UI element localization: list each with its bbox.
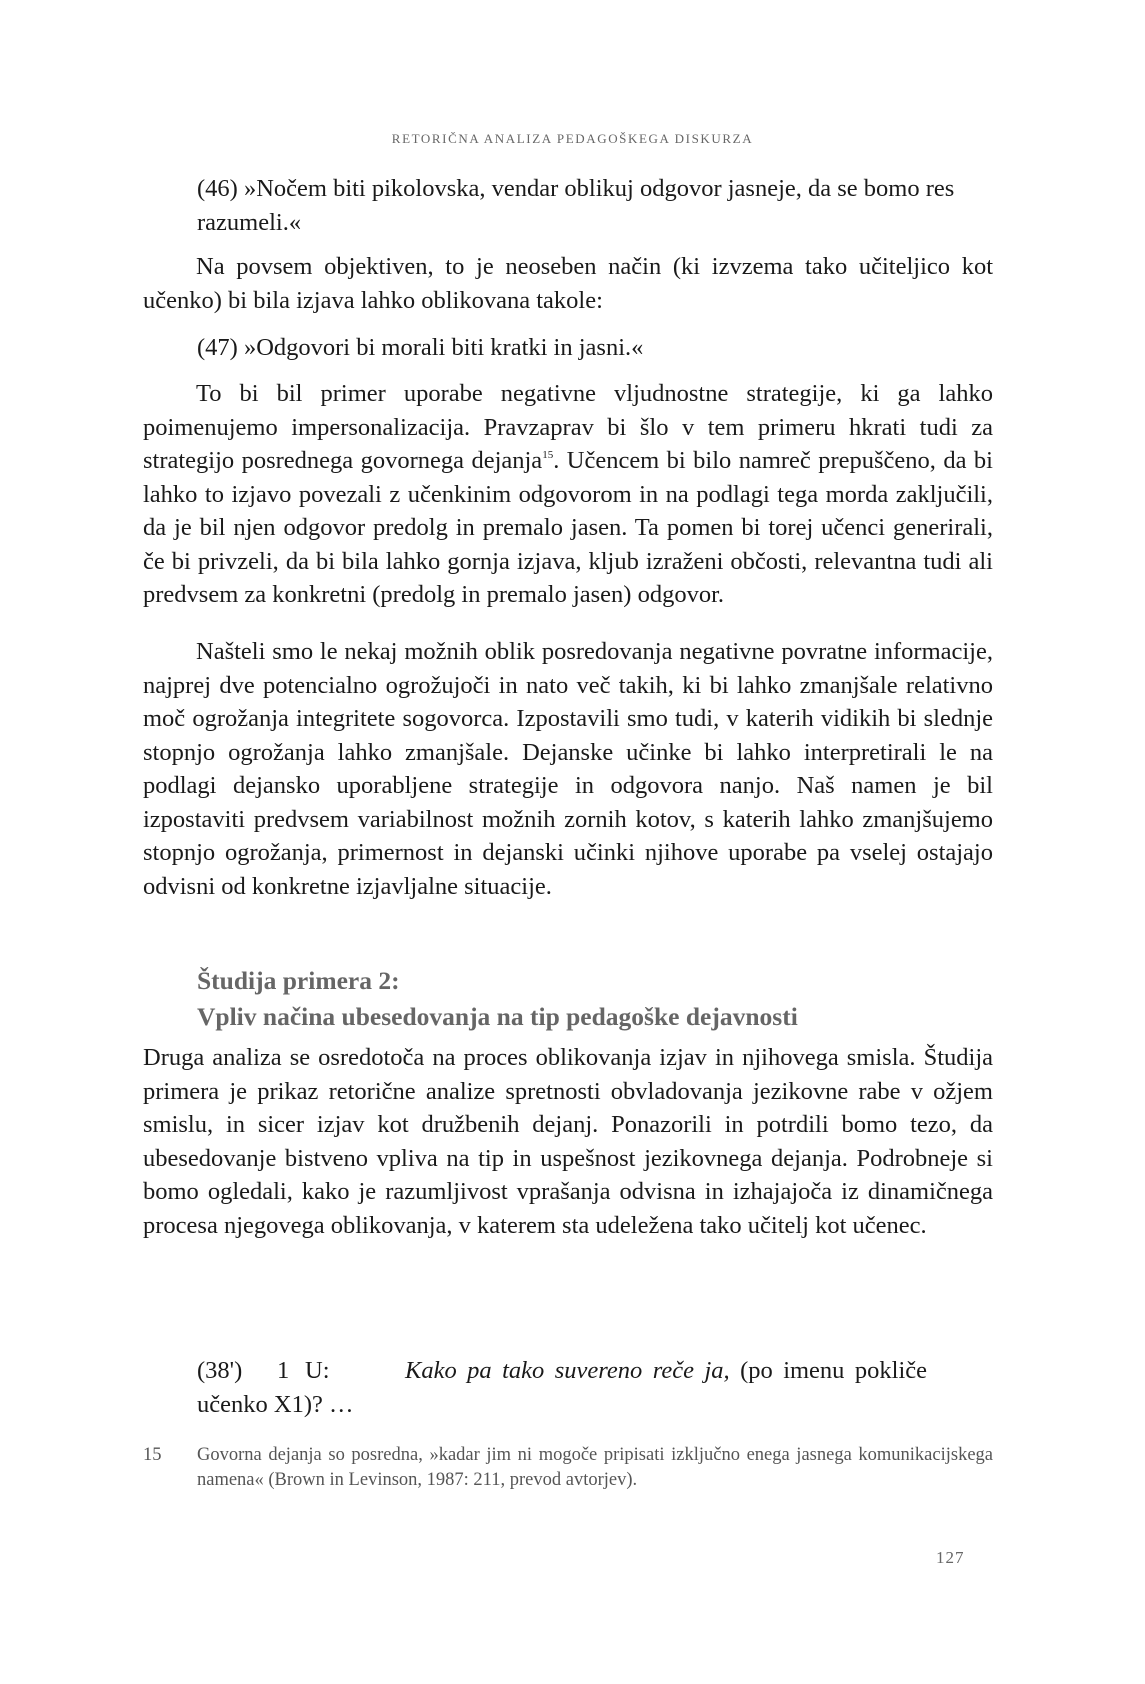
page-number: 127	[936, 1548, 965, 1567]
transcript-utterance-italic: Kako pa tako suvereno reče ja,	[405, 1357, 730, 1384]
running-head: RETORIČNA ANALIZA PEDAGOŠKEGA DISKURZA	[391, 131, 754, 146]
section-heading-line-1: Študija primera 2:	[197, 966, 400, 995]
section-heading	[197, 963, 997, 1035]
transcript-excerpt	[197, 1354, 927, 1421]
paragraph-1: Na povsem objektiven, to je neoseben način (ki izvzema tako učiteljico kot učenko) bi bila izjava lahko oblikovana takole:	[143, 253, 993, 314]
paragraph-2	[143, 377, 993, 612]
paragraph-4: Druga analiza se osredotoča na proces oblikovanja izjav in njihovega smisla. Študija primera je prikaz retorične analize spretnosti obvladovanja jezikovne rabe v ožjem smislu, in sicer izjav kot družbenih dejanj. Ponazorili in potrdili bomo tezo, da ubesedovanje bistveno vpliva na tip in uspešnost jezikovnega dejanja. Podrobneje si bomo ogledali, kako je razumljivost vprašanja odvisna in izhajajoča iz dinamičnega procesa njegovega oblikovanja, v katerem sta udeležena tako učitelj kot učenec.	[143, 1044, 993, 1239]
section-heading-line-2: Vpliv načina ubesedovanja na tip pedagoške dejavnosti	[197, 1002, 798, 1031]
transcript-utterance-rest: (po imenu pokliče učenko X1)? …	[197, 1357, 927, 1418]
footnote-reference[interactable]: 15	[542, 449, 554, 461]
footnote-text: Govorna dejanja so posredna, »kadar jim ni mogoče pripisati izključno enega jasnega komunikacijskega namena« (Brown in Levinson, 1987: 211, prevod avtorjev).	[197, 1445, 993, 1490]
transcript-speaker: U:	[305, 1357, 330, 1384]
paragraph-2-text-a: To bi bil primer uporabe negativne vljudnostne strategije, ki ga lahko poimenujemo impersonalizacija. Pravzaprav bi šlo v tem primeru hkrati tudi za strategijo posrednega govornega dejanja	[143, 380, 993, 474]
example-47: (47) »Odgovori bi morali biti kratki in jasni.«	[197, 334, 644, 361]
paragraph-3: Našteli smo le nekaj možnih oblik posredovanja negativne povratne informacije, najprej dve potencialno ogrožujoči in nato več takih, ki bi lahko zmanjšale relativno moč ogrožanja integritete sogovorca. Izpostavili smo tudi, v katerih vidikih bi slednje stopnjo ogrožanja lahko zmanjšale. Dejanske učinke bi lahko interpretirali le na podlagi dejansko uporabljene strategije in odgovora nanjo. Naš namen je bil izpostaviti predvsem variabilnost možnih zornih kotov, s katerih lahko zmanjšujemo stopnjo ogrožanja, primernost in dejanski učinki njihove uporabe pa vselej ostajajo odvisni od konkretne izjavljalne situacije.	[143, 638, 993, 900]
footnote	[143, 1443, 993, 1493]
example-46: (46) »Nočem biti pikolovska, vendar oblikuj odgovor jasneje, da se bomo res razumeli.«	[197, 175, 955, 236]
footnote-number: 15	[143, 1445, 162, 1465]
transcript-example-id: (38')	[197, 1357, 243, 1384]
transcript-line-number: 1	[277, 1357, 290, 1384]
paragraph-2-text-b: . Učencem bi bilo namreč prepuščeno, da bi lahko to izjavo povezali z učenkinim odgovorom in na podlagi tega morda zaključili, da je bil njen odgovor predolg in premalo jasen. Ta pomen bi torej učenci generirali, če bi privzeli, da bi bila lahko gornja izjava, kljub izraženi občosti, relevantna tudi ali predvsem za konkretni (predolg in premalo jasen) odgovor.	[143, 447, 993, 608]
